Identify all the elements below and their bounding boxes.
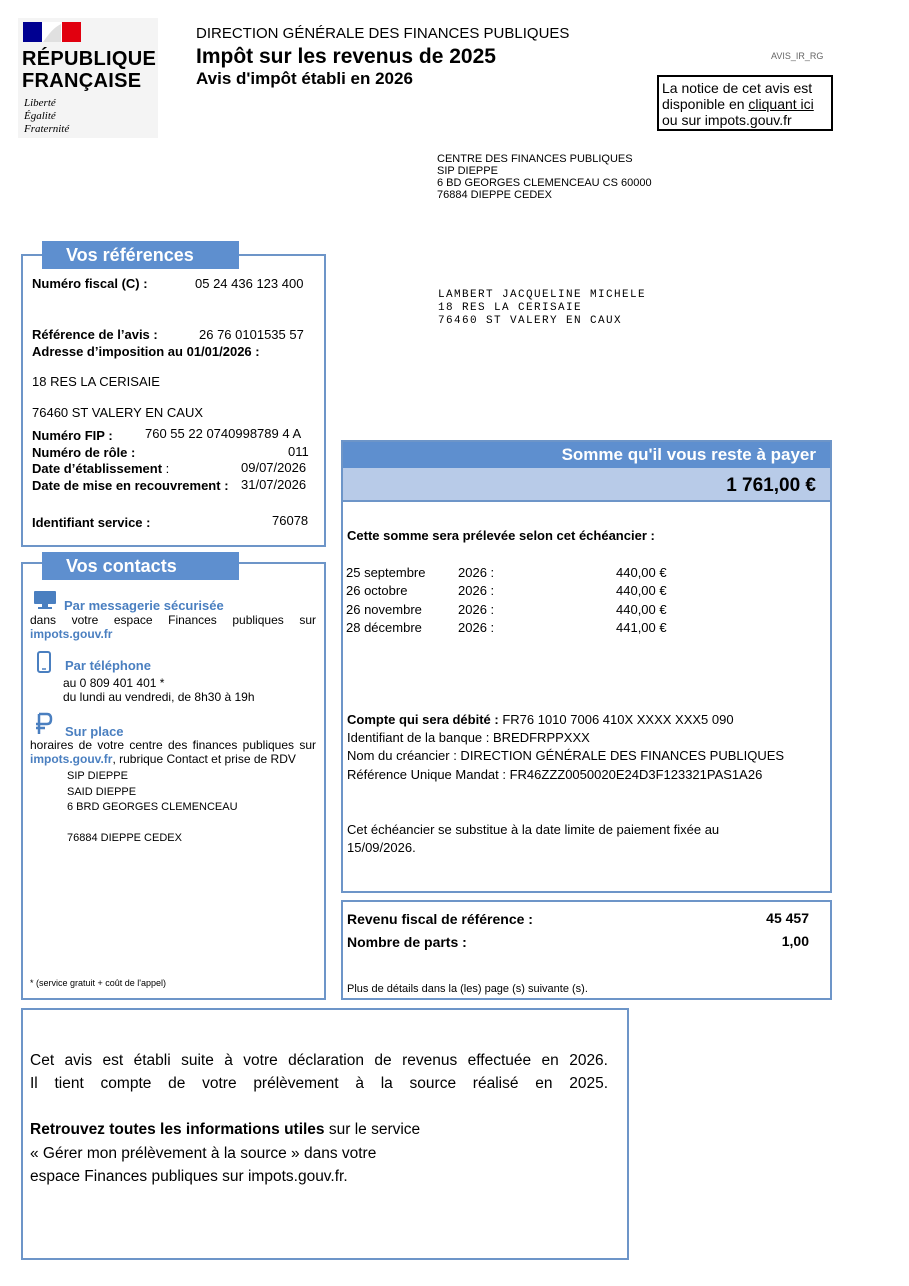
messaging-link[interactable]: impots.gouv.fr [30, 627, 113, 641]
bank-identifier: Identifiant de la banque : BREDFRPPXXX [347, 730, 590, 745]
info-line4: « Gérer mon prélèvement à la source » dans votre [30, 1144, 377, 1162]
notice-link[interactable]: cliquant ici [748, 96, 814, 112]
notice-line2: disponible en cliquant ici [662, 96, 814, 112]
avis-reference-label: Référence de l’avis : [32, 327, 158, 342]
logo-line2: FRANÇAISE [22, 70, 142, 92]
schedule-date: 25 septembre [346, 565, 426, 580]
references-title: Vos références [42, 241, 239, 269]
payment-amount: 1 761,00 € [343, 468, 830, 502]
schedule-amount: 440,00 € [616, 602, 667, 617]
schedule-date: 28 décembre [346, 620, 422, 635]
schedule-note-line1: Cet échéancier se substitue à la date limite de paiement fixée au [347, 822, 720, 837]
service-id-label: Identifiant service : [32, 515, 151, 530]
sender-line3: 6 BD GEORGES CLEMENCEAU CS 60000 [437, 177, 652, 189]
fip-value: 760 55 22 0740998789 4 A [145, 426, 302, 441]
logo-line1: RÉPUBLIQUE [22, 48, 157, 70]
flag-icon [23, 22, 81, 42]
logo-motto1: Liberté [24, 97, 56, 109]
recipient-line1: LAMBERT JACQUELINE MICHELE [438, 289, 647, 301]
tax-address-line1: 18 RES LA CERISAIE [32, 374, 160, 389]
parts-value: 1,00 [781, 933, 809, 949]
service-id-value: 76078 [272, 513, 309, 528]
euro-building-icon [33, 712, 53, 736]
tax-address-label: Adresse d’imposition au 01/01/2026 : [32, 344, 260, 359]
schedule-amount: 441,00 € [616, 620, 667, 635]
sender-address [437, 153, 652, 201]
mandate-reference: Référence Unique Mandat : FR46ZZZ0050020E24D3F123321PAS1A26 [347, 767, 763, 782]
office-line1: SIP DIEPPE [67, 770, 128, 782]
schedule-row [346, 602, 676, 620]
info-line3: Retrouvez toutes les informations utiles sur le service [30, 1121, 421, 1138]
phone-number: au 0 809 401 401 * [63, 676, 165, 690]
schedule-row [346, 620, 676, 638]
recovery-date-value: 31/07/2026 [241, 477, 307, 492]
phone-title: Par téléphone [65, 658, 151, 673]
schedule-year: 2026 : [458, 620, 495, 635]
schedule-date: 26 octobre [346, 583, 408, 598]
info-paragraph-2 [30, 1118, 420, 1189]
phone-hours: du lundi au vendredi, de 8h30 à 19h [63, 690, 255, 704]
establishment-date-label: Date d’établissement : [32, 461, 170, 476]
page-subtitle: Avis d'impôt établi en 2026 [196, 69, 413, 88]
messaging-title: Par messagerie sécurisée [64, 598, 224, 613]
sender-line4: 76884 DIEPPE CEDEX [437, 189, 552, 201]
establishment-date-value: 09/07/2026 [241, 460, 307, 475]
notice-line1: La notice de cet avis est [662, 80, 813, 96]
schedule-row [346, 583, 676, 601]
schedule-year: 2026 : [458, 602, 495, 617]
document-code: AVIS_IR_RG [771, 51, 824, 61]
place-title: Sur place [65, 724, 124, 739]
fiscal-number-label: Numéro fiscal (C) : [32, 276, 148, 291]
schedule-year: 2026 : [458, 565, 495, 580]
role-label: Numéro de rôle : [32, 445, 136, 460]
phone-footnote: * (service gratuit + coût de l'appel) [30, 978, 167, 988]
office-line2: SAID DIEPPE [67, 785, 137, 798]
info-line2: Il tient compte de votre prélèvement à la source réalisé en 2025. [30, 1075, 608, 1092]
logo-motto3: Fraternité [24, 123, 70, 135]
computer-icon [33, 590, 57, 610]
avis-reference-value: 26 76 0101535 57 [199, 327, 304, 342]
sender-line2: SIP DIEPPE [437, 165, 498, 177]
schedule-row [346, 565, 676, 583]
recipient-line2: 18 RES LA CERISAIE [438, 302, 583, 314]
office-line3: 6 BRD GEORGES CLEMENCEAU [67, 801, 238, 813]
references-box [21, 254, 326, 547]
page-title: Impôt sur les revenus de 2025 [196, 45, 496, 68]
schedule-note-line2: 15/09/2026. [347, 840, 416, 855]
logo-motto2: Égalité [24, 110, 56, 122]
republique-francaise-logo [18, 18, 158, 138]
debit-account: Compte qui sera débité : FR76 1010 7006 410X XXXX XXX5 090 [347, 712, 734, 727]
contacts-title: Vos contacts [42, 552, 239, 580]
place-text: horaires de votre centre des finances publiques sur [30, 738, 316, 752]
place-link[interactable]: impots.gouv.fr [30, 752, 113, 766]
payment-header: Somme qu'il vous reste à payer [343, 442, 830, 468]
details-note: Plus de détails dans la (les) page (s) suivante (s). [347, 983, 588, 995]
recovery-date-label: Date de mise en recouvrement : [32, 478, 229, 493]
info-line1: Cet avis est établi suite à votre déclaration de revenus effectuée en 2026. [30, 1052, 608, 1069]
schedule-amount: 440,00 € [616, 565, 667, 580]
rfr-value: 45 457 [766, 910, 809, 926]
sender-line1: CENTRE DES FINANCES PUBLIQUES [437, 153, 633, 165]
schedule-amount: 440,00 € [616, 583, 667, 598]
schedule-intro: Cette somme sera prélevée selon cet échéancier : [347, 528, 655, 543]
notice-line3: ou sur impots.gouv.fr [662, 112, 792, 128]
creditor-name: Nom du créancier : DIRECTION GÉNÉRALE DES FINANCES PUBLIQUES [347, 748, 785, 763]
parts-label: Nombre de parts : [347, 934, 467, 950]
info-line5: espace Finances publiques sur impots.gouv.fr. [30, 1168, 348, 1185]
place-text-2: impots.gouv.fr, rubrique Contact et prise de RDV [30, 752, 296, 766]
recipient-address [438, 289, 646, 328]
info-paragraph-1 [30, 1049, 608, 1095]
rfr-label: Revenu fiscal de référence : [347, 911, 533, 927]
office-line4: 76884 DIEPPE CEDEX [67, 831, 182, 844]
tax-address-line2: 76460 ST VALERY EN CAUX [32, 405, 204, 420]
schedule-year: 2026 : [458, 583, 495, 598]
messaging-text: dans votre espace Finances publiques sur [30, 613, 316, 627]
schedule-date: 26 novembre [346, 602, 422, 617]
fip-label: Numéro FIP : [32, 428, 113, 443]
header-org: DIRECTION GÉNÉRALE DES FINANCES PUBLIQUES [196, 25, 570, 42]
office-address [67, 769, 238, 846]
role-value: 011 [288, 444, 309, 459]
recipient-line3: 76460 ST VALERY EN CAUX [438, 315, 623, 327]
phone-icon [37, 651, 51, 673]
notice-box [657, 75, 833, 131]
fiscal-number-value: 05 24 436 123 400 [195, 276, 304, 291]
